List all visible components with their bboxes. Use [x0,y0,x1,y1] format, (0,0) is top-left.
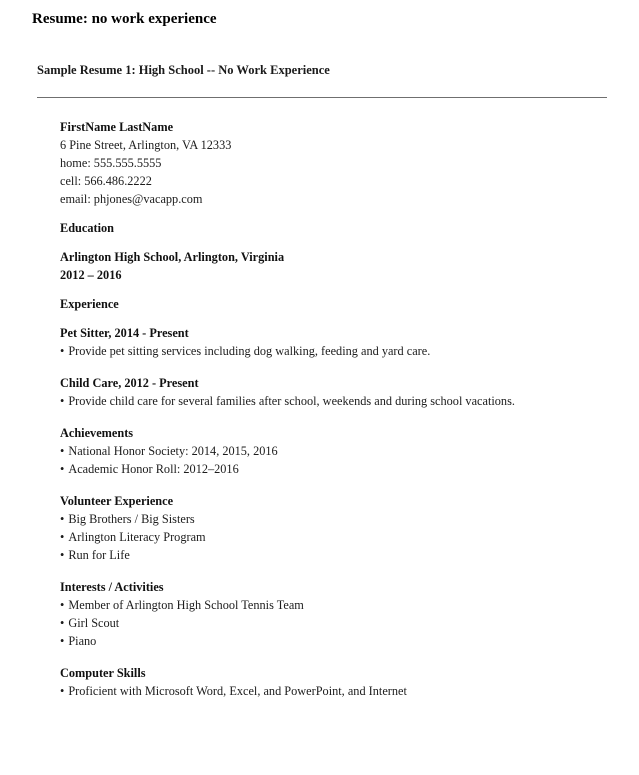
education-years: 2012 – 2016 [60,268,122,282]
education-school: Arlington High School, Arlington, Virginia [60,250,285,264]
divider-rule [37,97,607,98]
contact-cell-phone: cell: 566.486.2222 [60,174,152,188]
list-item: • Piano [60,632,620,650]
list-item: • Girl Scout [60,614,620,632]
job-title: Child Care, 2012 - Present [60,376,199,390]
volunteer-heading: Volunteer Experience [60,494,174,508]
job-title: Pet Sitter, 2014 - Present [60,326,189,340]
interests-heading: Interests / Activities [60,580,164,594]
list-item: • Academic Honor Roll: 2012–2016 [60,460,620,478]
sample-resume-title: Sample Resume 1: High School -- No Work Experience [37,63,330,77]
list-item: • Provide pet sitting services including dog walking, feeding and yard care. [60,342,620,360]
job-bullets [60,342,620,360]
achievements-heading: Achievements [60,426,134,440]
job-bullets [60,392,620,410]
experience-heading: Experience [60,297,119,311]
skills-list [60,682,620,700]
contact-email: email: phjones@vacapp.com [60,192,203,206]
achievements-list [60,442,620,478]
contact-address: 6 Pine Street, Arlington, VA 12333 [60,138,232,152]
list-item: • Proficient with Microsoft Word, Excel, and PowerPoint, and Internet [60,682,620,700]
resume-body [60,118,620,700]
volunteer-list [60,510,620,564]
list-item: • Big Brothers / Big Sisters [60,510,620,528]
list-item: • Member of Arlington High School Tennis Team [60,596,620,614]
contact-home-phone: home: 555.555.5555 [60,156,162,170]
list-item: • Arlington Literacy Program [60,528,620,546]
education-heading: Education [60,221,114,235]
interests-list [60,596,620,650]
contact-block [60,118,620,208]
list-item: • Run for Life [60,546,620,564]
list-item: • Provide child care for several families after school, weekends and during school vacations. [60,392,620,410]
skills-heading: Computer Skills [60,666,146,680]
list-item: • National Honor Society: 2014, 2015, 2016 [60,442,620,460]
page-title: Resume: no work experience [32,11,217,27]
contact-name: FirstName LastName [60,120,174,134]
